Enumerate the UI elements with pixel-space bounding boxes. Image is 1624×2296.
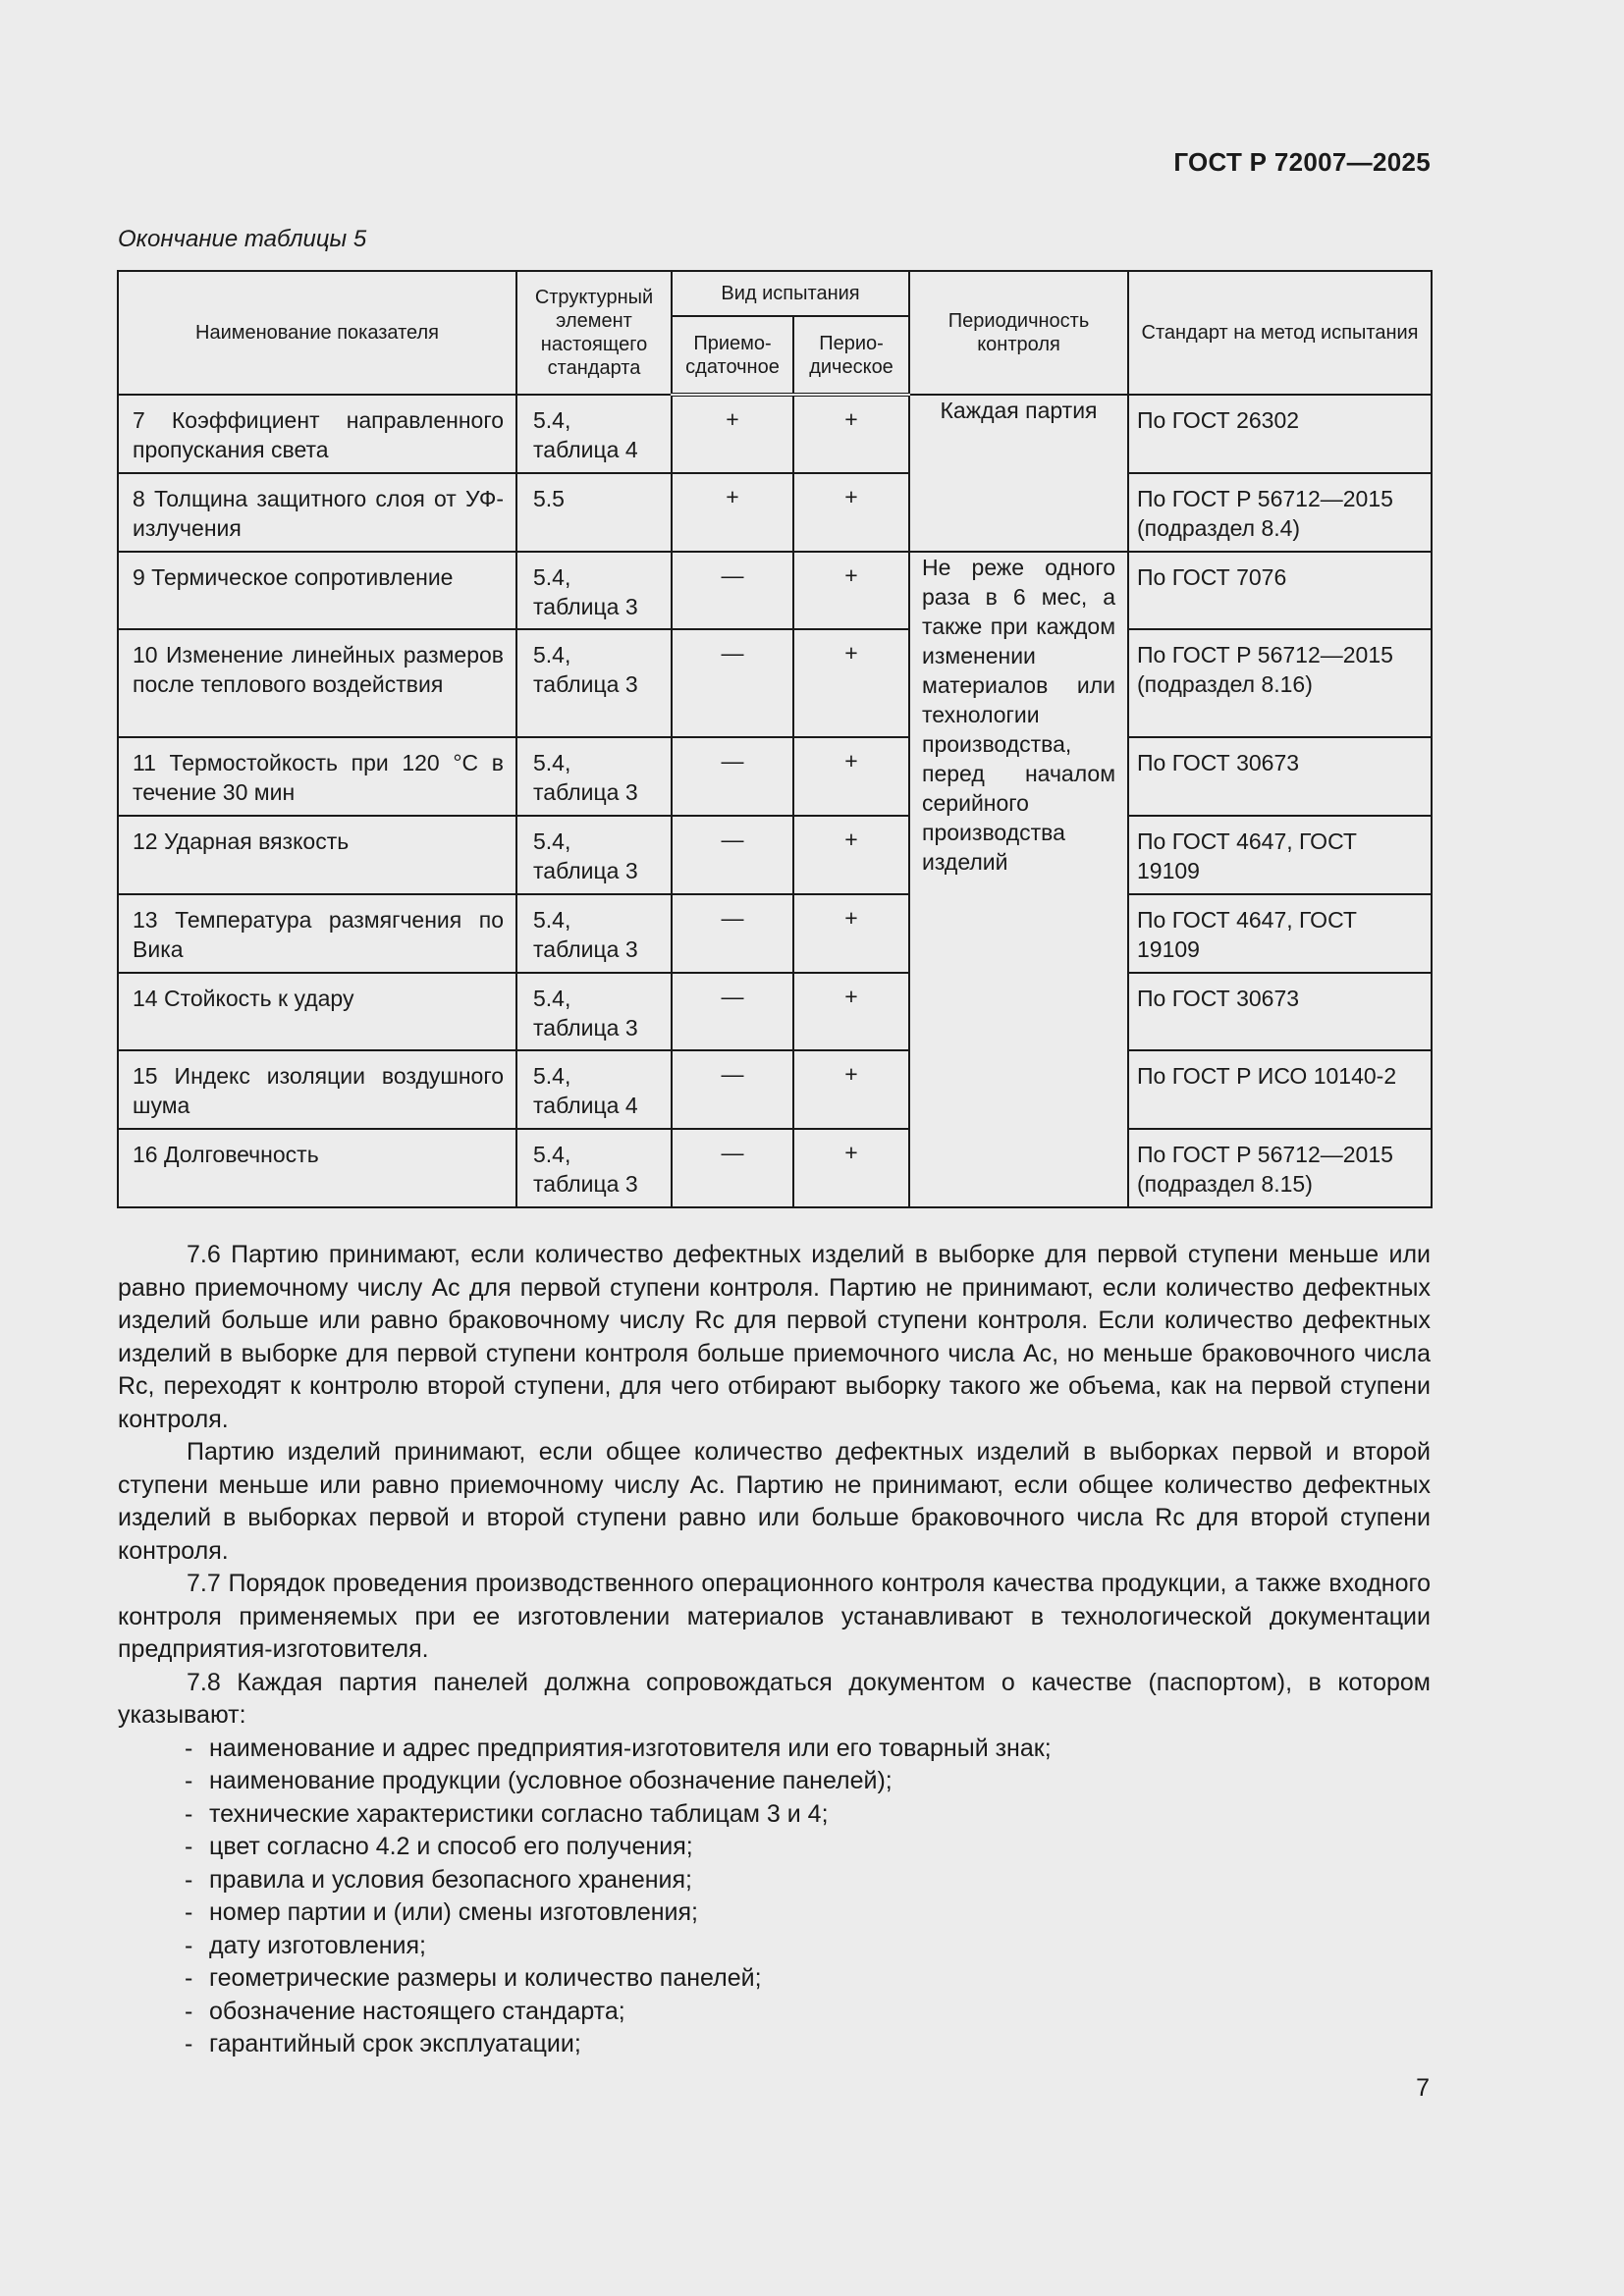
row-name: 10 Изменение линейных размеров после теплового воздействия	[118, 629, 516, 737]
row-element: 5.4, таблица 3	[516, 629, 672, 737]
row-method: По ГОСТ 4647, ГОСТ 19109	[1128, 816, 1432, 894]
paragraph-7-6: 7.6 Партию принимают, если количество дефектных изделий в выборке для первой ступени меньше или равно приемочному числу Ас для первой ступени контроля. Партию не принимают, если количество дефектных изделий больше или равно браковочному числу Rc для первой ступени контроля. Если количество дефектных изделий в выборке для первой ступени контроля больше приемочного числа Ас, но меньше браковочного числа Rc, переходят к контролю второй ступени, для чего отбирают выборку такого же объема, как на первой ступени контроля.	[118, 1241, 1431, 1433]
list-item: - обозначение настоящего стандарта;	[185, 1996, 1431, 2029]
row-element: 5.4, таблица 4	[516, 1050, 672, 1129]
row-acceptance: +	[672, 473, 793, 552]
row-method: По ГОСТ 30673	[1128, 973, 1432, 1050]
test-table	[117, 270, 1433, 1208]
row-periodic: +	[793, 894, 909, 973]
row-name: 14 Стойкость к удару	[118, 973, 516, 1050]
table-row	[118, 894, 1432, 973]
row-name: 13 Температура размягчения по Вика	[118, 894, 516, 973]
row-name: 9 Термическое сопротивление	[118, 552, 516, 629]
row-element: 5.4, таблица 3	[516, 1129, 672, 1207]
row-acceptance: —	[672, 737, 793, 816]
row-name: 12 Ударная вязкость	[118, 816, 516, 894]
paragraph-7-8: 7.8 Каждая партия панелей должна сопровождаться документом о качестве (паспортом), в котором указывают:	[118, 1668, 1431, 1729]
list-item: - технические характеристики согласно таблицам 3 и 4;	[185, 1798, 1431, 1832]
row-method: По ГОСТ 30673	[1128, 737, 1432, 816]
row-name: 8 Толщина защитного слоя от УФ-излучения	[118, 473, 516, 552]
row-periodic: +	[793, 973, 909, 1050]
row-periodic: +	[793, 816, 909, 894]
row-acceptance: +	[672, 395, 793, 473]
document-id: ГОСТ Р 72007—2025	[1173, 147, 1431, 177]
row-acceptance: —	[672, 894, 793, 973]
page-number: 7	[1416, 2074, 1430, 2102]
period-each-batch: Каждая партия	[909, 395, 1128, 552]
list-item: - геометрические размеры и количество панелей;	[185, 1962, 1431, 1996]
list-item: - наименование продукции (условное обозначение панелей);	[185, 1765, 1431, 1798]
row-element: 5.4, таблица 3	[516, 973, 672, 1050]
list-item: - правила и условия безопасного хранения;	[185, 1864, 1431, 1897]
row-acceptance: —	[672, 552, 793, 629]
row-acceptance: —	[672, 1050, 793, 1129]
header-method: Стандарт на метод испытания	[1128, 271, 1432, 395]
row-name: 16 Долговечность	[118, 1129, 516, 1207]
row-method: По ГОСТ 4647, ГОСТ 19109	[1128, 894, 1432, 973]
row-name: 7 Коэффициент направленного пропускания света	[118, 395, 516, 473]
passport-list	[118, 1733, 1431, 2061]
table-row	[118, 737, 1432, 816]
row-element: 5.4, таблица 3	[516, 816, 672, 894]
row-method: По ГОСТ Р 56712—2015 (подраздел 8.4)	[1128, 473, 1432, 552]
row-periodic: +	[793, 552, 909, 629]
row-periodic: +	[793, 1129, 909, 1207]
row-name: 15 Индекс изоляции воздушного шума	[118, 1050, 516, 1129]
list-item: - наименование и адрес предприятия-изготовителя или его товарный знак;	[185, 1733, 1431, 1766]
row-method: По ГОСТ Р 56712—2015 (подраздел 8.16)	[1128, 629, 1432, 737]
table-row	[118, 395, 1432, 473]
list-item: - цвет согласно 4.2 и способ его получения;	[185, 1831, 1431, 1864]
table-row	[118, 473, 1432, 552]
header-name: Наименование показателя	[118, 271, 516, 395]
paragraph-7-7: 7.7 Порядок проведения производственного операционного контроля качества продукции, а также входного контроля применяемых при ее изготовлении материалов устанавливают в технологической документации предприятия-изготовителя.	[118, 1570, 1431, 1663]
row-element: 5.4, таблица 4	[516, 395, 672, 473]
table-row	[118, 1129, 1432, 1207]
header-acceptance: Приемо-сдаточное	[672, 316, 793, 395]
row-element: 5.5	[516, 473, 672, 552]
table-row	[118, 816, 1432, 894]
row-method: По ГОСТ 7076	[1128, 552, 1432, 629]
row-method: По ГОСТ Р 56712—2015 (подраздел 8.15)	[1128, 1129, 1432, 1207]
header-test-type: Вид испытания	[672, 271, 909, 316]
header-frequency: Периодичность контроля	[909, 271, 1128, 395]
row-periodic: +	[793, 395, 909, 473]
row-periodic: +	[793, 629, 909, 737]
table-caption: Окончание таблицы 5	[118, 226, 367, 252]
list-item: - номер партии и (или) смены изготовления;	[185, 1896, 1431, 1930]
table-row	[118, 1050, 1432, 1129]
table-row	[118, 629, 1432, 737]
table-row	[118, 973, 1432, 1050]
paragraph-7-6-cont: Партию изделий принимают, если общее количество дефектных изделий в выборках первой и второй ступени меньше или равно приемочному числу Ас. Партию не принимают, если общее количество дефектных изделий в выборках первой и второй ступени равно или больше браковочного числа Rc для второй ступени контроля.	[118, 1438, 1431, 1565]
header-periodic: Перио-дическое	[793, 316, 909, 395]
row-method: По ГОСТ Р ИСО 10140-2	[1128, 1050, 1432, 1129]
list-item: - дату изготовления;	[185, 1930, 1431, 1963]
row-element: 5.4, таблица 3	[516, 737, 672, 816]
row-periodic: +	[793, 473, 909, 552]
row-name: 11 Термостойкость при 120 °С в течение 30 мин	[118, 737, 516, 816]
row-element: 5.4, таблица 3	[516, 552, 672, 629]
list-item: - гарантийный срок эксплуатации;	[185, 2028, 1431, 2061]
row-acceptance: —	[672, 629, 793, 737]
row-acceptance: —	[672, 973, 793, 1050]
table-row	[118, 552, 1432, 629]
row-method: По ГОСТ 26302	[1128, 395, 1432, 473]
row-element: 5.4, таблица 3	[516, 894, 672, 973]
period-periodic: Не реже одного раза в 6 мес, а также при каждом изменении материалов или технологии производства, перед началом серийного производства изделий	[909, 552, 1128, 1207]
row-acceptance: —	[672, 1129, 793, 1207]
row-periodic: +	[793, 1050, 909, 1129]
body-text	[118, 1239, 1431, 2061]
row-periodic: +	[793, 737, 909, 816]
header-element: Структурный элемент настоящего стандарта	[516, 271, 672, 395]
row-acceptance: —	[672, 816, 793, 894]
